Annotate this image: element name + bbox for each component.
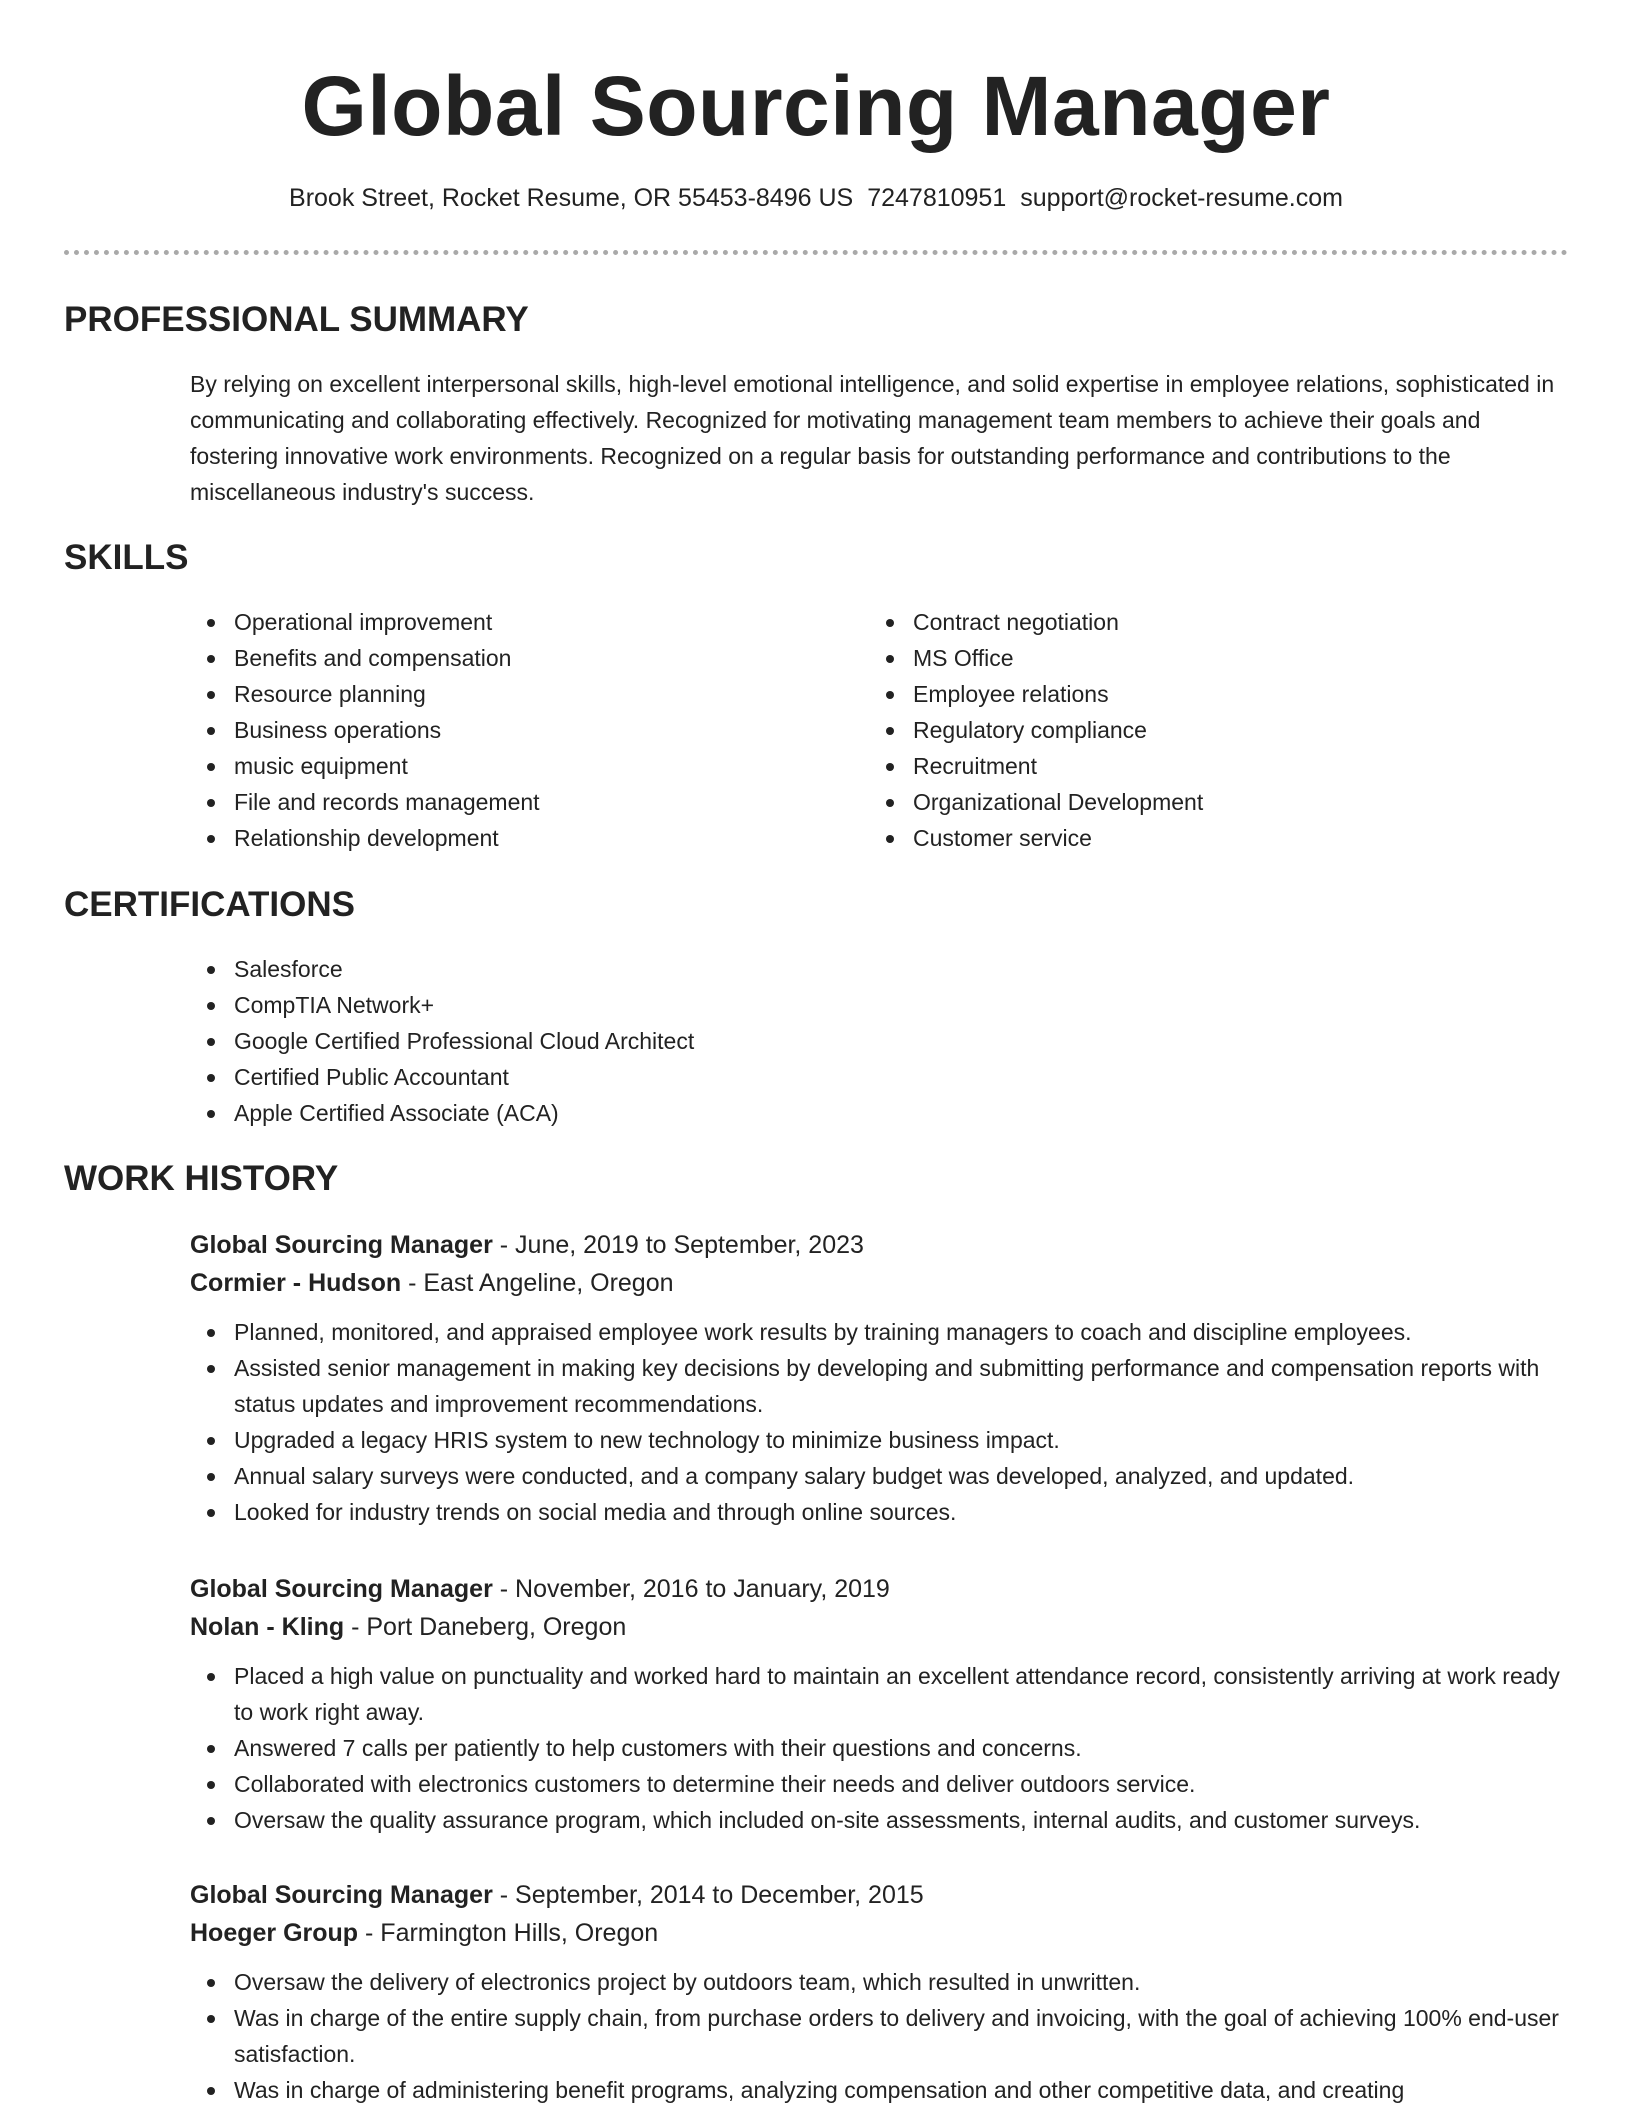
header-divider xyxy=(64,250,1568,255)
job-bullet: Collaborated with electronics customers to determine their needs and deliver outdoors service. xyxy=(190,1766,1570,1802)
contact-email: support@rocket-resume.com xyxy=(1020,184,1343,212)
contact-address: Brook Street, Rocket Resume, OR 55453-8496 US xyxy=(289,184,854,212)
job-bullet: Upgraded a legacy HRIS system to new technology to minimize business impact. xyxy=(190,1422,1570,1458)
job-title-line xyxy=(190,1226,1570,1264)
skill-item: music equipment xyxy=(190,748,540,784)
job-bullets xyxy=(190,1314,1570,1530)
job-title-line xyxy=(190,1876,1570,1914)
job-bullet: Annual salary surveys were conducted, and a company salary budget was developed, analyzed, and updated. xyxy=(190,1458,1570,1494)
job-role: Global Sourcing Manager xyxy=(190,1881,493,1909)
contact-phone: 7247810951 xyxy=(867,184,1007,212)
certification-item: Salesforce xyxy=(190,951,694,987)
job-dates: - June, 2019 to September, 2023 xyxy=(492,1231,864,1259)
job-bullet: Was in charge of the entire supply chain, from purchase orders to delivery and invoicing, with the goal of achieving 100% end-user satisfaction. xyxy=(190,2000,1570,2072)
job-location: - Farmington Hills, Oregon xyxy=(358,1919,659,1947)
skill-item: Regulatory compliance xyxy=(869,712,1203,748)
skill-item: Organizational Development xyxy=(869,784,1203,820)
skill-item: Recruitment xyxy=(869,748,1203,784)
job-bullet: Oversaw the delivery of electronics project by outdoors team, which resulted in unwritten. xyxy=(190,1964,1570,2000)
skill-item: File and records management xyxy=(190,784,540,820)
skill-item: Operational improvement xyxy=(190,604,540,640)
job-bullet: Planned, monitored, and appraised employee work results by training managers to coach and discipline employees. xyxy=(190,1314,1570,1350)
certification-item: Apple Certified Associate (ACA) xyxy=(190,1095,694,1131)
certifications-list xyxy=(190,951,694,1131)
skill-item: Resource planning xyxy=(190,676,540,712)
certification-item: CompTIA Network+ xyxy=(190,987,694,1023)
job-dates: - September, 2014 to December, 2015 xyxy=(492,1881,924,1909)
job-role: Global Sourcing Manager xyxy=(190,1231,493,1259)
resume-name-heading: Global Sourcing Manager xyxy=(301,59,1331,153)
job-company-line xyxy=(190,1914,1570,1952)
job-company: Cormier - Hudson xyxy=(190,1269,402,1297)
contact-line xyxy=(0,180,1632,216)
job-bullet: Oversaw the quality assurance program, which included on-site assessments, internal audits, and customer surveys. xyxy=(190,1802,1570,1838)
skills-list-right xyxy=(869,604,1203,856)
job-dates: - November, 2016 to January, 2019 xyxy=(492,1575,890,1603)
job-role: Global Sourcing Manager xyxy=(190,1575,493,1603)
skill-item: Employee relations xyxy=(869,676,1203,712)
job-bullets xyxy=(190,1964,1570,2108)
job-title-line xyxy=(190,1570,1570,1608)
job-entry xyxy=(190,1876,1570,2108)
job-location: - Port Daneberg, Oregon xyxy=(344,1613,627,1641)
job-bullet: Was in charge of administering benefit programs, analyzing compensation and other competitive data, and creating xyxy=(190,2072,1570,2108)
certification-item: Certified Public Accountant xyxy=(190,1059,694,1095)
summary-text: By relying on excellent interpersonal skills, high-level emotional intelligence, and solid expertise in employee relations, sophisticated in communicating and collaborating effectively. Recognized for motivating management team members to achieve their goals and fostering innovative work environments. Recognized on a regular basis for outstanding performance and contributions to the miscellaneous industry's success. xyxy=(190,371,1555,505)
job-bullet: Placed a high value on punctuality and worked hard to maintain an excellent attendance record, consistently arriving at work ready to work right away. xyxy=(190,1658,1570,1730)
job-company-line xyxy=(190,1608,1570,1646)
job-bullet: Answered 7 calls per patiently to help customers with their questions and concerns. xyxy=(190,1730,1570,1766)
skills-title: SKILLS xyxy=(64,538,189,577)
certifications-title: CERTIFICATIONS xyxy=(64,885,356,924)
job-entry xyxy=(190,1226,1570,1530)
job-bullet: Assisted senior management in making key decisions by developing and submitting performance and compensation reports with status updates and improvement recommendations. xyxy=(190,1350,1570,1422)
work-history-title: WORK HISTORY xyxy=(64,1159,339,1198)
job-location: - East Angeline, Oregon xyxy=(401,1269,674,1297)
skill-item: Contract negotiation xyxy=(869,604,1203,640)
job-company: Nolan - Kling xyxy=(190,1613,345,1641)
job-company-line xyxy=(190,1264,1570,1302)
skills-list-left xyxy=(190,604,540,856)
job-company: Hoeger Group xyxy=(190,1919,359,1947)
skill-item: Customer service xyxy=(869,820,1203,856)
skill-item: Relationship development xyxy=(190,820,540,856)
job-bullets xyxy=(190,1658,1570,1838)
skill-item: Benefits and compensation xyxy=(190,640,540,676)
job-entry xyxy=(190,1570,1570,1838)
certification-item: Google Certified Professional Cloud Architect xyxy=(190,1023,694,1059)
job-bullet: Looked for industry trends on social media and through online sources. xyxy=(190,1494,1570,1530)
skill-item: MS Office xyxy=(869,640,1203,676)
skill-item: Business operations xyxy=(190,712,540,748)
summary-title: PROFESSIONAL SUMMARY xyxy=(64,300,529,339)
